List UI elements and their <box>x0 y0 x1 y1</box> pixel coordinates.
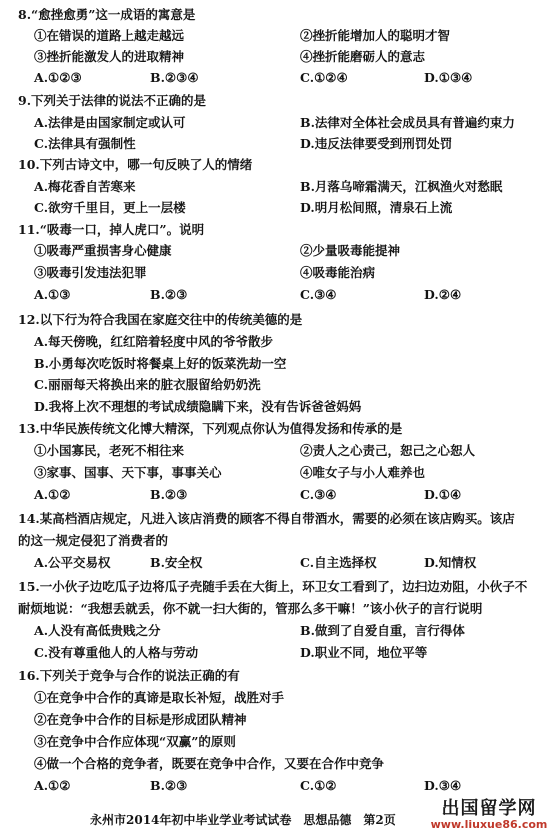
q13-option-c[interactable]: C.③④ <box>300 487 337 502</box>
q16-stem: 16.下列关于竞争与合作的说法正确的有 <box>18 668 240 683</box>
q14-option-c[interactable]: C.自主选择权 <box>300 555 377 570</box>
q16-item-3: ③在竞争中合作应体现“双赢”的原则 <box>34 734 236 749</box>
q9-option-c[interactable]: C.法律具有强制性 <box>34 136 136 151</box>
q12-option-a[interactable]: A.每天傍晚，红红陪着轻度中风的爷爷散步 <box>34 334 274 349</box>
q15-stem-line-2: 耐烦地说：“我想丢就丢，你不就一扫大街的，管那么多干嘛！”该小伙子的言行说明 <box>18 601 483 616</box>
q13-option-b[interactable]: B.②③ <box>150 487 188 502</box>
q8-option-d[interactable]: D.①③④ <box>424 70 473 85</box>
q15-option-a[interactable]: A.人没有高低贵贱之分 <box>34 623 161 638</box>
q12-option-c[interactable]: C.丽丽每天将换出来的脏衣服留给奶奶洗 <box>34 377 261 392</box>
q16-option-d[interactable]: D.③④ <box>424 778 462 793</box>
watermark-url: www.liuxue86.com <box>430 818 548 831</box>
site-watermark <box>430 799 548 831</box>
q10-stem: 10.下列古诗文中，哪一句反映了人的情绪 <box>18 157 253 172</box>
q12-stem: 12.以下行为符合我国在家庭交往中的传统美德的是 <box>18 312 303 327</box>
q15-option-d[interactable]: D.职业不同，地位平等 <box>300 645 428 660</box>
q15-option-c[interactable]: C.没有尊重他人的人格与劳动 <box>34 645 199 660</box>
q13-stem: 13.中华民族传统文化博大精深，下列观点你认为值得发扬和传承的是 <box>18 421 403 436</box>
q11-option-c[interactable]: C.③④ <box>300 287 337 302</box>
q11-option-b[interactable]: B.②③ <box>150 287 188 302</box>
q9-option-d[interactable]: D.违反法律要受到刑罚处罚 <box>300 136 453 151</box>
q14-stem-line-2: 的这一规定侵犯了消费者的 <box>18 533 169 548</box>
q11-option-d[interactable]: D.②④ <box>424 287 462 302</box>
q16-option-a[interactable]: A.①② <box>34 778 71 793</box>
q11-item-4: ④吸毒能治病 <box>300 265 376 280</box>
q9-option-b[interactable]: B.法律对全体社会成员具有普遍约束力 <box>300 115 515 130</box>
q16-option-b[interactable]: B.②③ <box>150 778 188 793</box>
q10-option-c[interactable]: C.欲穷千里目，更上一层楼 <box>34 200 186 215</box>
q10-option-a[interactable]: A.梅花香自苦寒来 <box>34 179 136 194</box>
q11-option-a[interactable]: A.①③ <box>34 287 71 302</box>
q8-item-2: ②挫折能增加人的聪明才智 <box>300 28 451 43</box>
q13-item-3: ③家事、国事、天下事，事事关心 <box>34 465 222 480</box>
q14-option-b[interactable]: B.安全权 <box>150 555 203 570</box>
q13-item-4: ④唯女子与小人难养也 <box>300 465 426 480</box>
q15-stem-line-1: 15.一小伙子边吃瓜子边将瓜子壳随手丢在大街上，环卫女工看到了，边扫边劝阻，小伙子不 <box>18 579 528 594</box>
q8-option-c[interactable]: C.①②④ <box>300 70 348 85</box>
q10-option-b[interactable]: B.月落乌啼霜满天，江枫渔火对愁眠 <box>300 179 503 194</box>
q11-item-2: ②少量吸毒能提神 <box>300 243 401 258</box>
q8-item-1: ①在错误的道路上越走越远 <box>34 28 185 43</box>
q8-item-4: ④挫折能磨砺人的意志 <box>300 49 426 64</box>
q10-option-d[interactable]: D.明月松间照，清泉石上流 <box>300 200 453 215</box>
q12-option-b[interactable]: B.小勇每次吃饭时将餐桌上好的饭菜洗劫一空 <box>34 356 287 371</box>
q13-option-a[interactable]: A.①② <box>34 487 71 502</box>
q16-item-1: ①在竞争中合作的真谛是取长补短，战胜对手 <box>34 690 285 705</box>
q11-item-1: ①吸毒严重损害身心健康 <box>34 243 172 258</box>
q8-item-3: ③挫折能激发人的进取精神 <box>34 49 185 64</box>
q13-option-d[interactable]: D.①④ <box>424 487 462 502</box>
q14-stem-line-1: 14.某高档酒店规定，凡进入该店消费的顾客不得自带酒水，需要的必须在该店购买。该店 <box>18 511 515 526</box>
q16-item-2: ②在竞争中合作的目标是形成团队精神 <box>34 712 247 727</box>
q14-option-d[interactable]: D.知情权 <box>424 555 477 570</box>
q8-option-b[interactable]: B.②③④ <box>150 70 199 85</box>
q15-option-b[interactable]: B.做到了自爱自重，言行得体 <box>300 623 465 638</box>
q9-stem: 9.下列关于法律的说法不正确的是 <box>18 93 207 108</box>
q14-option-a[interactable]: A.公平交易权 <box>34 555 111 570</box>
page-footer: 永州市2014年初中毕业学业考试试卷 思想品德 第2页 <box>90 813 396 827</box>
q11-stem: 11.“吸毒一口，掉人虎口”。说明 <box>18 222 205 237</box>
q16-option-c[interactable]: C.①② <box>300 778 337 793</box>
q8-stem: 8.“愈挫愈勇”这一成语的寓意是 <box>18 7 196 22</box>
q12-option-d[interactable]: D.我将上次不理想的考试成绩隐瞒下来，没有告诉爸爸妈妈 <box>34 399 362 414</box>
q11-item-3: ③吸毒引发违法犯罪 <box>34 265 147 280</box>
q16-item-4: ④做一个合格的竞争者，既要在竞争中合作，又要在合作中竞争 <box>34 756 385 771</box>
q9-option-a[interactable]: A.法律是由国家制定或认可 <box>34 115 186 130</box>
q13-item-2: ②责人之心责己，恕己之心恕人 <box>300 443 476 458</box>
watermark-title: 出国留学网 <box>441 798 537 819</box>
q8-option-a[interactable]: A.①②③ <box>34 70 82 85</box>
q13-item-1: ①小国寡民，老死不相往来 <box>34 443 185 458</box>
